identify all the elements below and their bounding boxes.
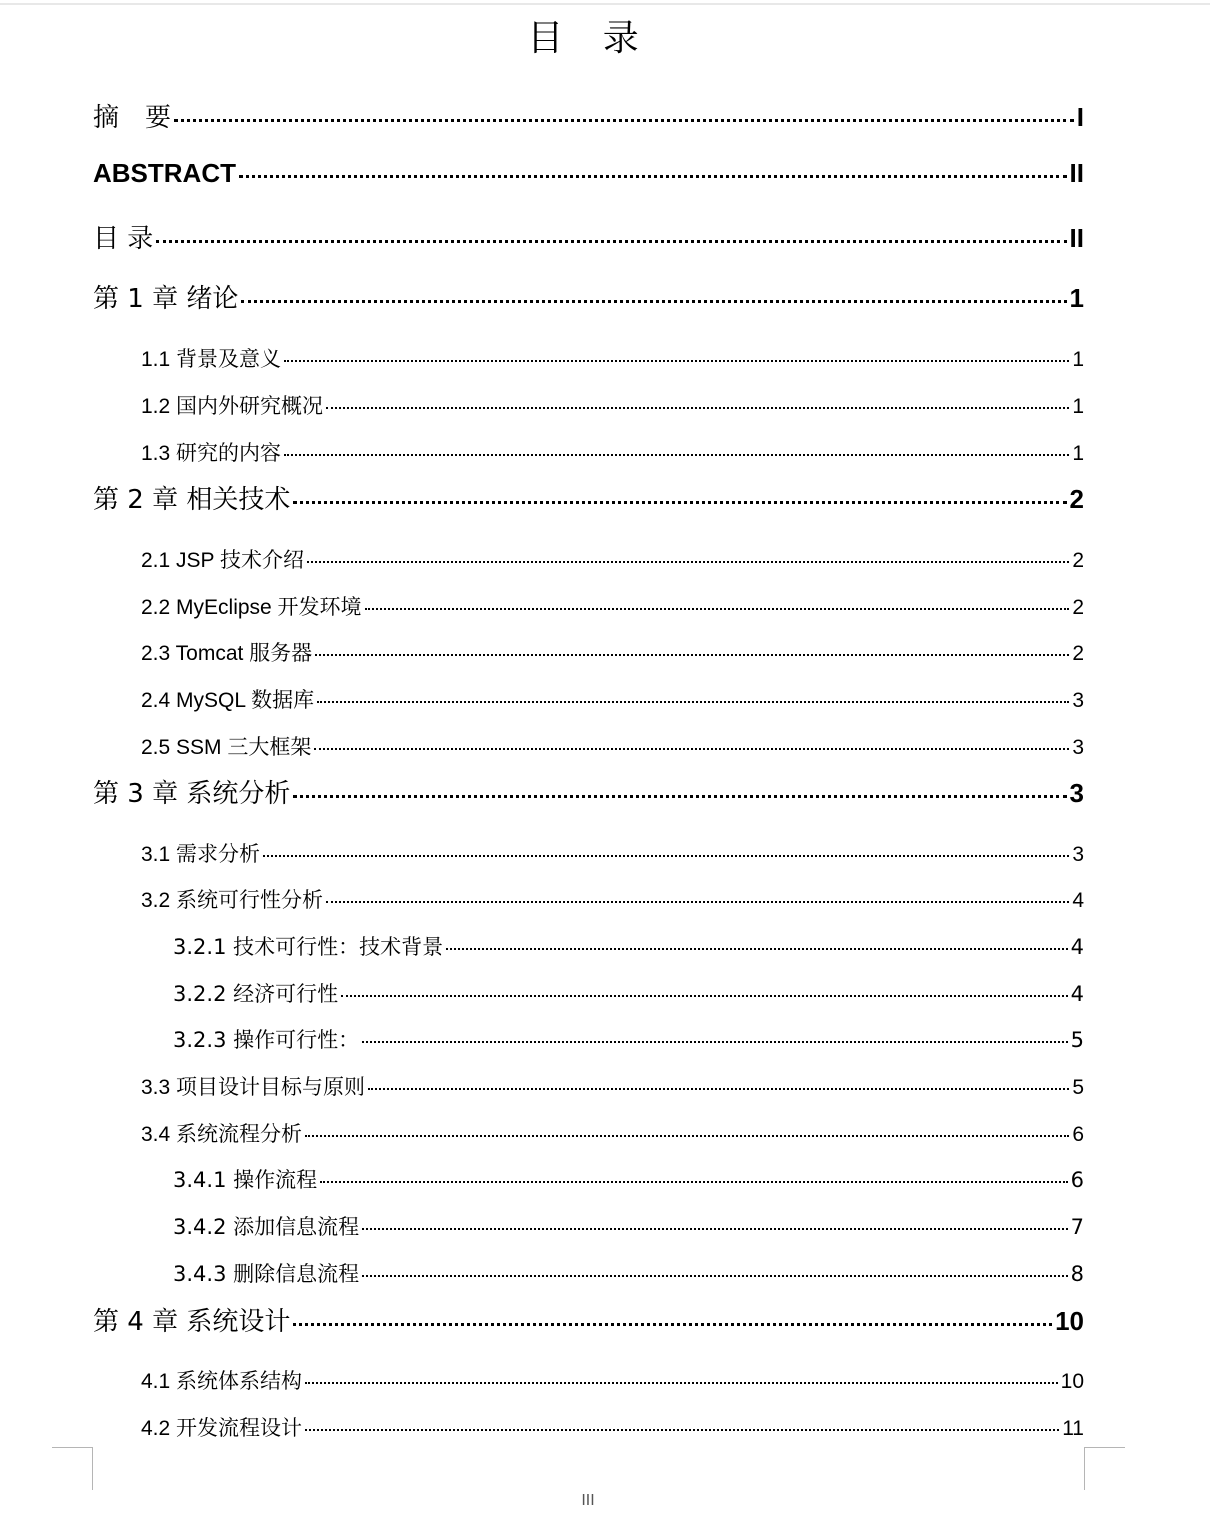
toc-entry-page: 3	[1072, 689, 1084, 712]
toc-dot-leader	[305, 1135, 1069, 1137]
toc-entry-label: 2.4 MySQL 数据库	[141, 689, 315, 712]
page-corner-mark-left	[52, 1447, 93, 1490]
toc-entry[interactable]	[141, 838, 1084, 868]
toc-entry-page: 7	[1070, 1215, 1084, 1239]
toc-entry-page: 4	[1070, 935, 1084, 959]
toc-entry-page: 10	[1060, 1370, 1084, 1393]
toc-entry-label: 3.3 项目设计目标与原则	[141, 1076, 366, 1099]
toc-dot-leader	[365, 608, 1070, 610]
toc-entry[interactable]	[173, 1164, 1084, 1194]
toc-dot-leader	[362, 1275, 1068, 1277]
toc-entry[interactable]	[173, 931, 1084, 961]
toc-entry-label: 第 3 章 系统分析	[93, 779, 291, 809]
toc-entry[interactable]	[173, 1258, 1084, 1288]
toc-dot-leader	[293, 795, 1066, 798]
toc-entry-page: 1	[1072, 442, 1084, 465]
toc-entry-page: 6	[1072, 1123, 1084, 1146]
toc-entry[interactable]	[141, 1118, 1084, 1148]
toc-entry-page: 4	[1072, 889, 1084, 912]
toc-dot-leader	[305, 1382, 1058, 1384]
toc-dot-leader	[293, 501, 1066, 504]
toc-entry[interactable]	[93, 278, 1084, 315]
toc-entry-label: 1.3 研究的内容	[141, 442, 282, 465]
toc-entry[interactable]	[141, 544, 1084, 574]
toc-entry-label: 第 1 章 绪论	[93, 284, 239, 314]
toc-entry[interactable]	[93, 773, 1084, 810]
toc-dot-leader	[320, 1181, 1068, 1183]
toc-entry-page: 3	[1069, 778, 1084, 808]
toc-entry-label: 2.3 Tomcat 服务器	[141, 642, 313, 665]
toc-entry-label: 第 4 章 系统设计	[93, 1307, 291, 1337]
toc-entry[interactable]	[173, 1211, 1084, 1241]
toc-dot-leader	[341, 995, 1068, 997]
toc-entry-label: 3.4 系统流程分析	[141, 1123, 303, 1146]
toc-entry-label: 2.1 JSP 技术介绍	[141, 549, 304, 572]
toc-dot-leader	[362, 1041, 1068, 1043]
toc-entry-page: I	[1076, 102, 1084, 132]
toc-entry[interactable]	[93, 1301, 1084, 1338]
toc-dot-leader	[305, 1429, 1059, 1431]
toc-entry[interactable]	[173, 978, 1084, 1008]
toc-dot-leader	[293, 1323, 1052, 1326]
toc-entry-page: 5	[1072, 1076, 1084, 1099]
toc-entry[interactable]	[141, 591, 1084, 621]
toc-entry-page: 5	[1070, 1028, 1084, 1052]
toc-entry[interactable]	[141, 390, 1084, 420]
toc-entry-page: 1	[1072, 348, 1084, 371]
toc-entry[interactable]	[93, 158, 1084, 189]
toc-entry-label: 2.2 MyEclipse 开发环境	[141, 596, 362, 619]
toc-entry-label: 4.2 开发流程设计	[141, 1417, 303, 1440]
toc-entry-page: 8	[1070, 1262, 1084, 1286]
toc-entry-label: 1.2 国内外研究概况	[141, 395, 324, 418]
toc-entry-page: 6	[1070, 1168, 1084, 1192]
toc-entry-label: 1.1 背景及意义	[141, 348, 282, 371]
toc-entry-label: 4.1 系统体系结构	[141, 1370, 303, 1393]
toc-entry-page: 2	[1072, 549, 1084, 572]
toc-dot-leader	[156, 240, 1066, 243]
toc-dot-leader	[362, 1228, 1068, 1230]
toc-entry-page: 10	[1055, 1306, 1084, 1336]
toc-entry-label: 3.1 需求分析	[141, 843, 261, 866]
toc-dot-leader	[446, 948, 1068, 950]
toc-entry-page: 1	[1072, 395, 1084, 418]
toc-dot-leader	[326, 901, 1069, 903]
toc-dot-leader	[368, 1088, 1069, 1090]
toc-entry-page: 2	[1072, 642, 1084, 665]
toc-dot-leader	[174, 119, 1074, 122]
toc-entry-label: 3.2.1 技术可行性：技术背景	[173, 935, 444, 959]
toc-dot-leader	[263, 855, 1069, 857]
toc-entry-page: 4	[1070, 982, 1084, 1006]
toc-entry-label: 第 2 章 相关技术	[93, 485, 291, 515]
toc-entry[interactable]	[141, 884, 1084, 914]
toc-entry-label: 目 录	[93, 224, 154, 254]
toc-entry-page: 3	[1072, 843, 1084, 866]
page-corner-mark-right	[1084, 1447, 1125, 1490]
toc-entry[interactable]	[141, 1071, 1084, 1101]
toc-dot-leader	[317, 701, 1069, 703]
toc-dot-leader	[241, 300, 1066, 303]
toc-entry-label: 摘 要	[93, 103, 172, 133]
toc-entry[interactable]	[93, 218, 1084, 255]
toc-entry[interactable]	[141, 637, 1084, 667]
toc-entry-label: 3.4.3 删除信息流程	[173, 1262, 360, 1286]
toc-entry[interactable]	[141, 1412, 1084, 1442]
toc-entry[interactable]	[141, 731, 1084, 761]
toc-dot-leader	[307, 561, 1069, 563]
toc-entry-label: 3.2.3 操作可行性：	[173, 1028, 360, 1052]
toc-dot-leader	[284, 454, 1069, 456]
toc-entry-page: 1	[1069, 283, 1084, 313]
page-title: 目 录	[527, 18, 653, 59]
toc-entry-page: II	[1069, 223, 1084, 253]
toc-dot-leader	[284, 360, 1069, 362]
toc-entry-label: ABSTRACT	[93, 158, 236, 188]
toc-entry[interactable]	[141, 1365, 1084, 1395]
toc-entry[interactable]	[141, 437, 1084, 467]
toc-entry-page: 11	[1062, 1417, 1084, 1440]
toc-entry[interactable]	[141, 684, 1084, 714]
toc-entry-label: 3.4.1 操作流程	[173, 1168, 318, 1192]
toc-entry[interactable]	[93, 479, 1084, 516]
toc-entry-label: 3.2.2 经济可行性	[173, 982, 339, 1006]
toc-dot-leader	[326, 407, 1069, 409]
toc-entry-page: 2	[1072, 596, 1084, 619]
toc-entry[interactable]	[93, 97, 1084, 134]
toc-entry-label: 3.2 系统可行性分析	[141, 889, 324, 912]
toc-dot-leader	[315, 654, 1069, 656]
toc-entry-label: 2.5 SSM 三大框架	[141, 736, 312, 759]
footer-page-number: III	[581, 1492, 595, 1509]
toc-dot-leader	[239, 175, 1067, 178]
toc-entry-page: 2	[1069, 484, 1084, 514]
toc-dot-leader	[314, 748, 1069, 750]
toc-entry-page: II	[1069, 158, 1084, 188]
toc-entry[interactable]	[141, 343, 1084, 373]
toc-entry[interactable]	[173, 1024, 1084, 1054]
toc-entry-label: 3.4.2 添加信息流程	[173, 1215, 360, 1239]
toc-entry-page: 3	[1072, 736, 1084, 759]
